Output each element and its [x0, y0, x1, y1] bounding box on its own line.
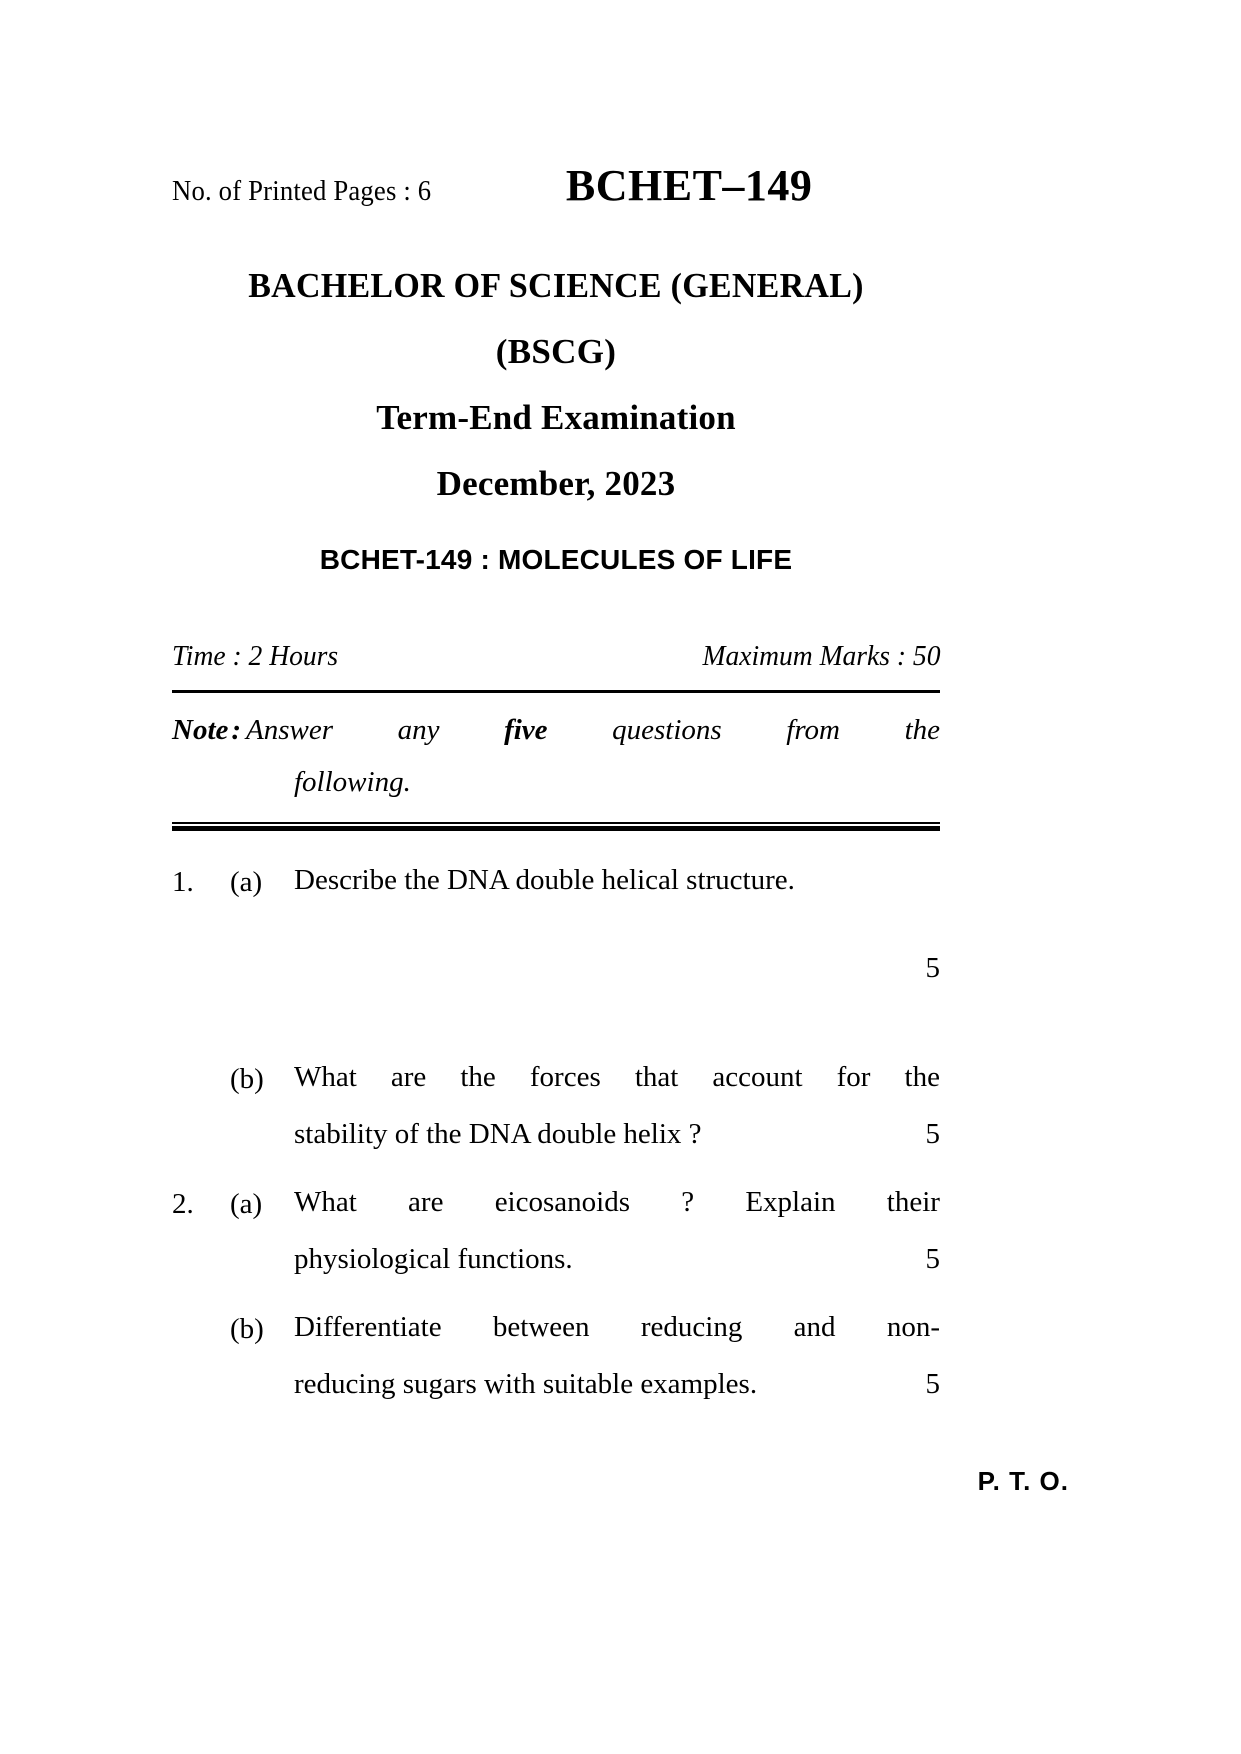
question-text-line [294, 866, 940, 895]
note-first-line [172, 714, 940, 747]
word: that [634, 1061, 679, 1093]
question-item [172, 866, 940, 985]
course-title: BCHET-149 : MOLECULES OF LIFE [319, 544, 793, 575]
note-word-5: from [786, 714, 840, 746]
note-word-five: five [504, 714, 548, 746]
question-body [294, 1188, 940, 1274]
page-header [172, 160, 940, 211]
word: reducing [640, 1311, 743, 1343]
question-letter: (a) [230, 1188, 263, 1220]
question-text: physiological functions. [294, 1243, 573, 1275]
question-marks: 5 [925, 1368, 940, 1400]
note-word-1: Answer [246, 714, 334, 746]
divider-thin-line [172, 822, 940, 824]
word: Explain [745, 1186, 836, 1218]
question-letter: (a) [230, 866, 263, 898]
word: forces [529, 1061, 601, 1093]
question-letter: (b) [230, 1313, 264, 1345]
exam-duration: Time : 2 Hours [172, 640, 339, 672]
question-number: 2. [172, 1188, 194, 1220]
divider-thick-line [172, 826, 940, 831]
examination-date: December, 2023 [436, 464, 676, 503]
question-text: Describe the DNA double helical structure. [294, 864, 795, 896]
word: eicosanoids [494, 1186, 630, 1218]
question-letter: (b) [230, 1063, 264, 1095]
word: are [390, 1061, 427, 1093]
question-text-line [294, 1063, 940, 1092]
note-colon: : [231, 714, 242, 746]
question-item [172, 1063, 940, 1149]
word: ? [681, 1186, 695, 1218]
meta-divider-rule [172, 690, 940, 693]
question-text-line [294, 1313, 940, 1342]
title-block [172, 268, 940, 576]
word: the [904, 1061, 940, 1093]
question-marks: 5 [925, 1118, 940, 1150]
question-number: 1. [172, 866, 194, 898]
note-word-4: questions [612, 714, 722, 746]
printed-pages-label: No. of Printed Pages : 6 [172, 175, 432, 207]
word: What [294, 1061, 357, 1093]
degree-title: BACHELOR OF SCIENCE (GENERAL) [248, 266, 864, 305]
word: and [793, 1311, 836, 1343]
question-item [172, 1313, 940, 1399]
word: for [836, 1061, 871, 1093]
page-turn-over-label: P. T. O. [977, 1466, 1069, 1496]
question-text-line [294, 1370, 940, 1399]
question-marks: 5 [925, 952, 940, 984]
exam-meta-row [172, 640, 940, 673]
examination-type: Term-End Examination [376, 398, 736, 437]
question-text-line [294, 1245, 940, 1274]
note-word-2: any [397, 714, 440, 746]
word: What [294, 1186, 357, 1218]
question-body [294, 1063, 940, 1149]
word: non- [886, 1311, 940, 1343]
note-block [172, 714, 940, 799]
maximum-marks: Maximum Marks : 50 [702, 640, 940, 672]
question-text-line [294, 1188, 940, 1217]
degree-abbreviation: (BSCG) [495, 332, 617, 371]
question-text-line [294, 1120, 940, 1149]
word: the [460, 1061, 496, 1093]
question-item [172, 1188, 940, 1274]
note-label: Note [172, 714, 229, 746]
note-word-6: the [904, 714, 940, 746]
note-text [246, 714, 940, 747]
note-divider-rule [172, 822, 940, 829]
question-text: stability of the DNA double helix ? [294, 1118, 702, 1150]
paper-code: BCHET–149 [565, 161, 813, 210]
word: Differentiate [294, 1311, 442, 1343]
word: account [712, 1061, 803, 1093]
question-text: reducing sugars with suitable examples. [294, 1368, 758, 1400]
question-body [294, 866, 940, 985]
question-body [294, 1313, 940, 1399]
word: their [886, 1186, 940, 1218]
question-marks: 5 [925, 1243, 940, 1275]
questions-list [172, 866, 940, 1399]
word: between [492, 1311, 590, 1343]
word: are [408, 1186, 444, 1218]
note-second-line: following. [294, 766, 411, 798]
